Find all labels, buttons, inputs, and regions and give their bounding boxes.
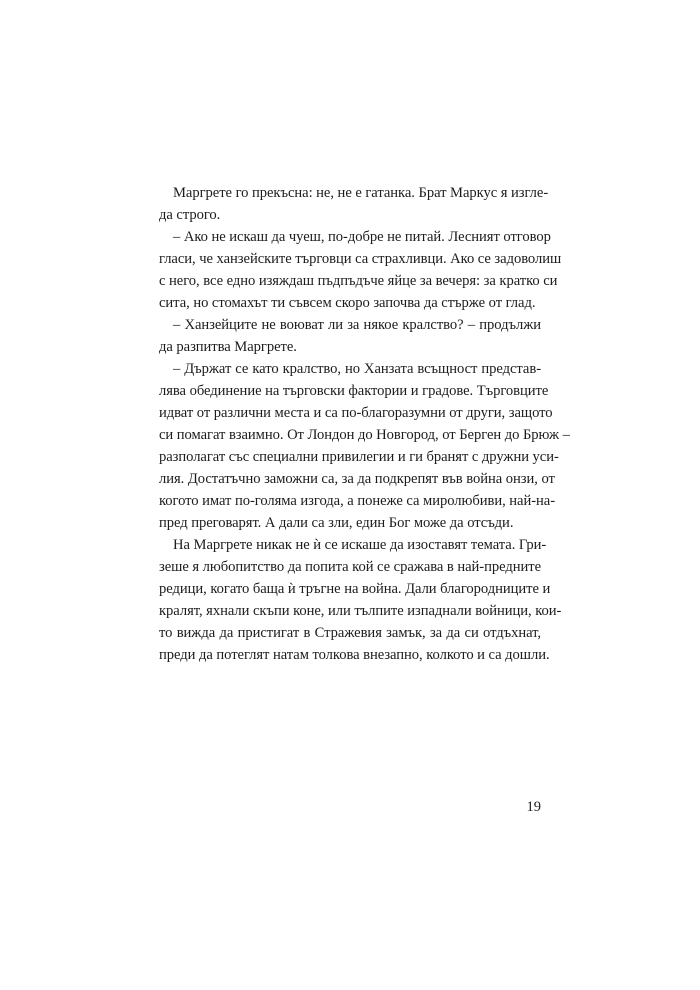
text-line: си помагат взаимно. От Лондон до Новгород, от Берген до Брюж – — [159, 427, 570, 443]
text-line: да строго. — [159, 207, 221, 223]
text-line: лява обединение на търговски фактории и градове. Търговците — [159, 383, 549, 399]
text-line: да разпитва Маргрете. — [159, 339, 297, 355]
text-line: сита, но стомахът ти съвсем скоро започва да стърже от глад. — [159, 295, 536, 311]
text-line: пред преговарят. А дали са зли, един Бог може да отсъди. — [159, 515, 514, 531]
text-line: преди да потеглят натам толкова внезапно, колкото и са дошли. — [159, 647, 550, 663]
text-line: редици, когато баща ѝ тръгне на война. Дали благородниците и — [159, 581, 551, 597]
text-line: – Държат се като кралство, но Ханзата всъщност представ- — [173, 361, 541, 377]
text-line: разполагат със специални привилегии и ги бранят с дружни уси- — [159, 449, 559, 465]
text-line: идват от различни места и са по-благоразумни от други, защото — [159, 405, 553, 421]
text-line: – Ако не искаш да чуеш, по-добре не питай. Лесният отговор — [173, 229, 551, 245]
text-line: зеше я любопитство да попита кой се сражава в най-предните — [159, 559, 542, 575]
text-line: гласи, че ханзейските търговци са страхливци. Ако се задоволиш — [159, 251, 562, 267]
text-line: – Ханзейците не воюват ли за някое кралство? – продължи — [173, 317, 541, 333]
page-number: 19 — [526, 799, 541, 815]
text-line: лия. Достатъчно заможни са, за да подкрепят във война онзи, от — [159, 471, 555, 487]
text-line: На Маргрете никак не ѝ се искаше да изоставят темата. Гри- — [173, 537, 547, 553]
text-line: кралят, яхнали скъпи коне, или тълпите изпаднали войници, кои- — [159, 603, 562, 619]
body-text — [159, 182, 570, 666]
text-line: Маргрете го прекъсна: не, не е гатанка. Брат Маркус я изгле- — [173, 185, 549, 201]
text-line: с него, все едно изяждаш пъдпъдъче яйце за вечеря: за кратко си — [159, 273, 558, 289]
text-line: то вижда да пристигат в Стражевия замък, за да си отдъхнат, — [159, 625, 541, 641]
text-line: когото имат по-голяма изгода, а понеже са миролюбиви, най-на- — [159, 493, 556, 509]
